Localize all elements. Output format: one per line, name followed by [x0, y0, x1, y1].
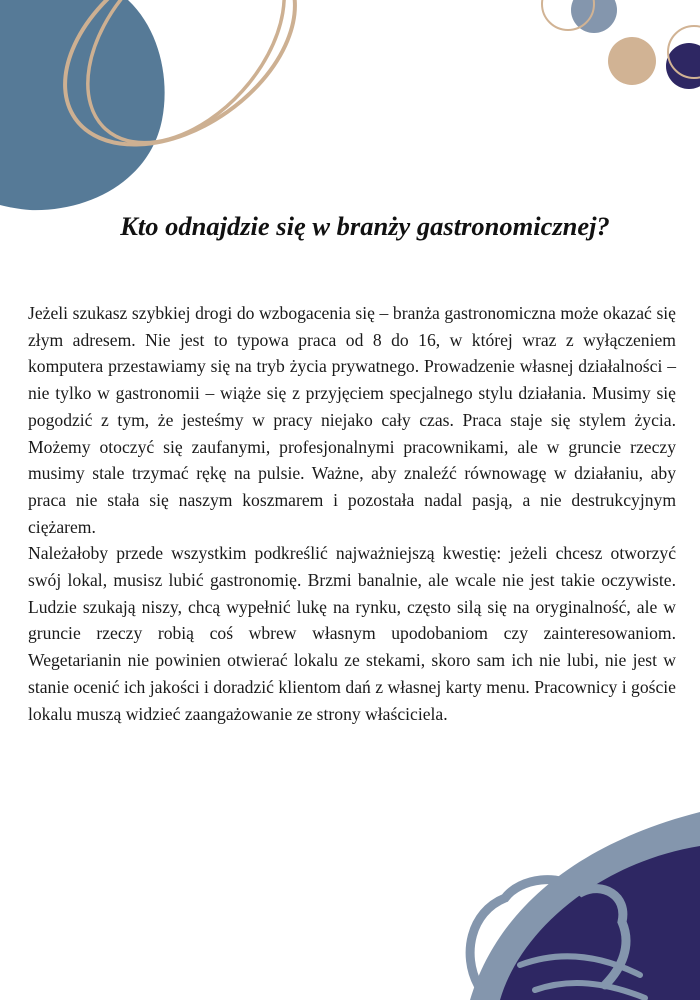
body-text: [28, 300, 676, 727]
page-title: [0, 206, 700, 246]
title-text: Kto odnajdzie się w branży gastronomicznej?: [120, 211, 610, 241]
circle-cluster-icon: [542, 0, 700, 89]
paragraph-1: Jeżeli szukasz szybkiej drogi do wzbogacenia się – branża gastronomiczna może okazać się złym adresem. Nie jest to typowa praca od 8 do 16, w której wraz z wyłączeniem komputera przestawiamy się na tryb życia prywatnego. Prowadzenie własnej działalności – nie tylko w gastronomii – wiąże się z przyjęciem specjalnego stylu działania. Musimy się pogodzić z tym, że jesteśmy w pracy niejako cały czas. Praca staje się stylem życia. Możemy otoczyć się zaufanymi, profesjonalnymi pracownikami, ale w gruncie rzeczy musimy stale trzymać rękę na pulsie. Ważne, aby znaleźć równowagę w działaniu, aby praca nie stała się naszym koszmarem i pozostała nadal pasją, a nie destrukcyjnym ciężarem.: [28, 303, 676, 537]
chef-hat-icon: [470, 812, 700, 1000]
paragraph-2: Należałoby przede wszystkim podkreślić najważniejszą kwestię: jeżeli chcesz otworzyć swój lokal, musisz lubić gastronomię. Brzmi banalnie, ale wcale nie jest takie oczywiste. Ludzie szukają niszy, chcą wypełnić lukę na rynku, często silą się na oryginalność, ale w gruncie rzeczy robią coś wbrew własnym upodobaniom czy zainteresowaniom. Wegetarianin nie powinien otwierać lokalu ze stekami, skoro sam ich nie lubi, nie jest w stanie ocenić ich jakości i doradzić klientom dań z własnej karty menu. Pracownicy i goście lokalu muszą widzieć zaangażowanie ze strony właściciela.: [28, 543, 676, 724]
blue-blob-with-rings-icon: [0, 0, 332, 210]
